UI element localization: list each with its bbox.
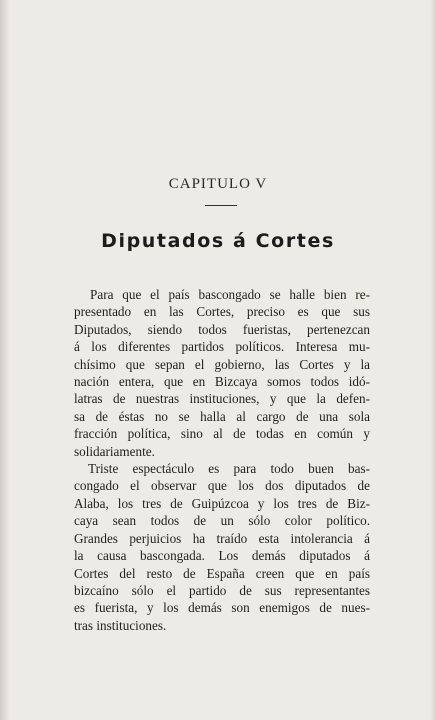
text-line: Grandes perjuicios ha traído esta intolerancia á bbox=[74, 530, 370, 546]
heading-divider bbox=[205, 205, 237, 206]
page-gutter-shadow bbox=[0, 0, 10, 720]
text-line: congado el observar que los dos diputados de bbox=[74, 478, 370, 494]
body-text bbox=[74, 286, 370, 634]
text-line: es fuerista, y los demás son enemigos de nues- bbox=[74, 600, 370, 616]
page-title: Diputados á Cortes bbox=[101, 230, 335, 252]
text-line: Para que el país bascongado se halle bien re- bbox=[90, 287, 370, 302]
text-line: presentado en las Cortes, preciso es que sus bbox=[74, 304, 370, 320]
text-line: Alaba, los tres de Guipúzcoa y los tres de Biz- bbox=[74, 495, 370, 511]
text-line: Cortes del resto de España creen que en país bbox=[74, 565, 370, 581]
text-line: tras instituciones. bbox=[74, 617, 167, 633]
text-line: latras de nuestras instituciones, y que la defen- bbox=[74, 391, 370, 407]
text-line: nación entera, que en Bizcaya somos todos idó- bbox=[74, 374, 370, 390]
chapter-heading: CAPITULO V bbox=[168, 176, 268, 192]
text-line: fracción política, sino al de todas en común y bbox=[74, 426, 370, 442]
text-line: bizcaíno sólo el partido de sus representantes bbox=[74, 582, 370, 598]
text-line: Triste espectáculo es para todo buen bas- bbox=[88, 461, 370, 477]
text-line: chísimo que sepan el gobierno, las Cortes y la bbox=[74, 356, 370, 372]
text-line: caya sean todos de un sólo color político. bbox=[74, 513, 370, 529]
page-edge-shadow bbox=[430, 0, 436, 720]
text-line: Diputados, siendo todos fueristas, pertenezcan bbox=[74, 321, 370, 337]
text-line: sa de éstas no se halla al cargo de una sola bbox=[74, 408, 370, 424]
text-line: la causa bascongada. Los demás diputados á bbox=[74, 548, 370, 564]
text-line: á los diferentes partidos políticos. Interesa mu- bbox=[74, 339, 370, 355]
text-line: solidariamente. bbox=[74, 443, 155, 459]
